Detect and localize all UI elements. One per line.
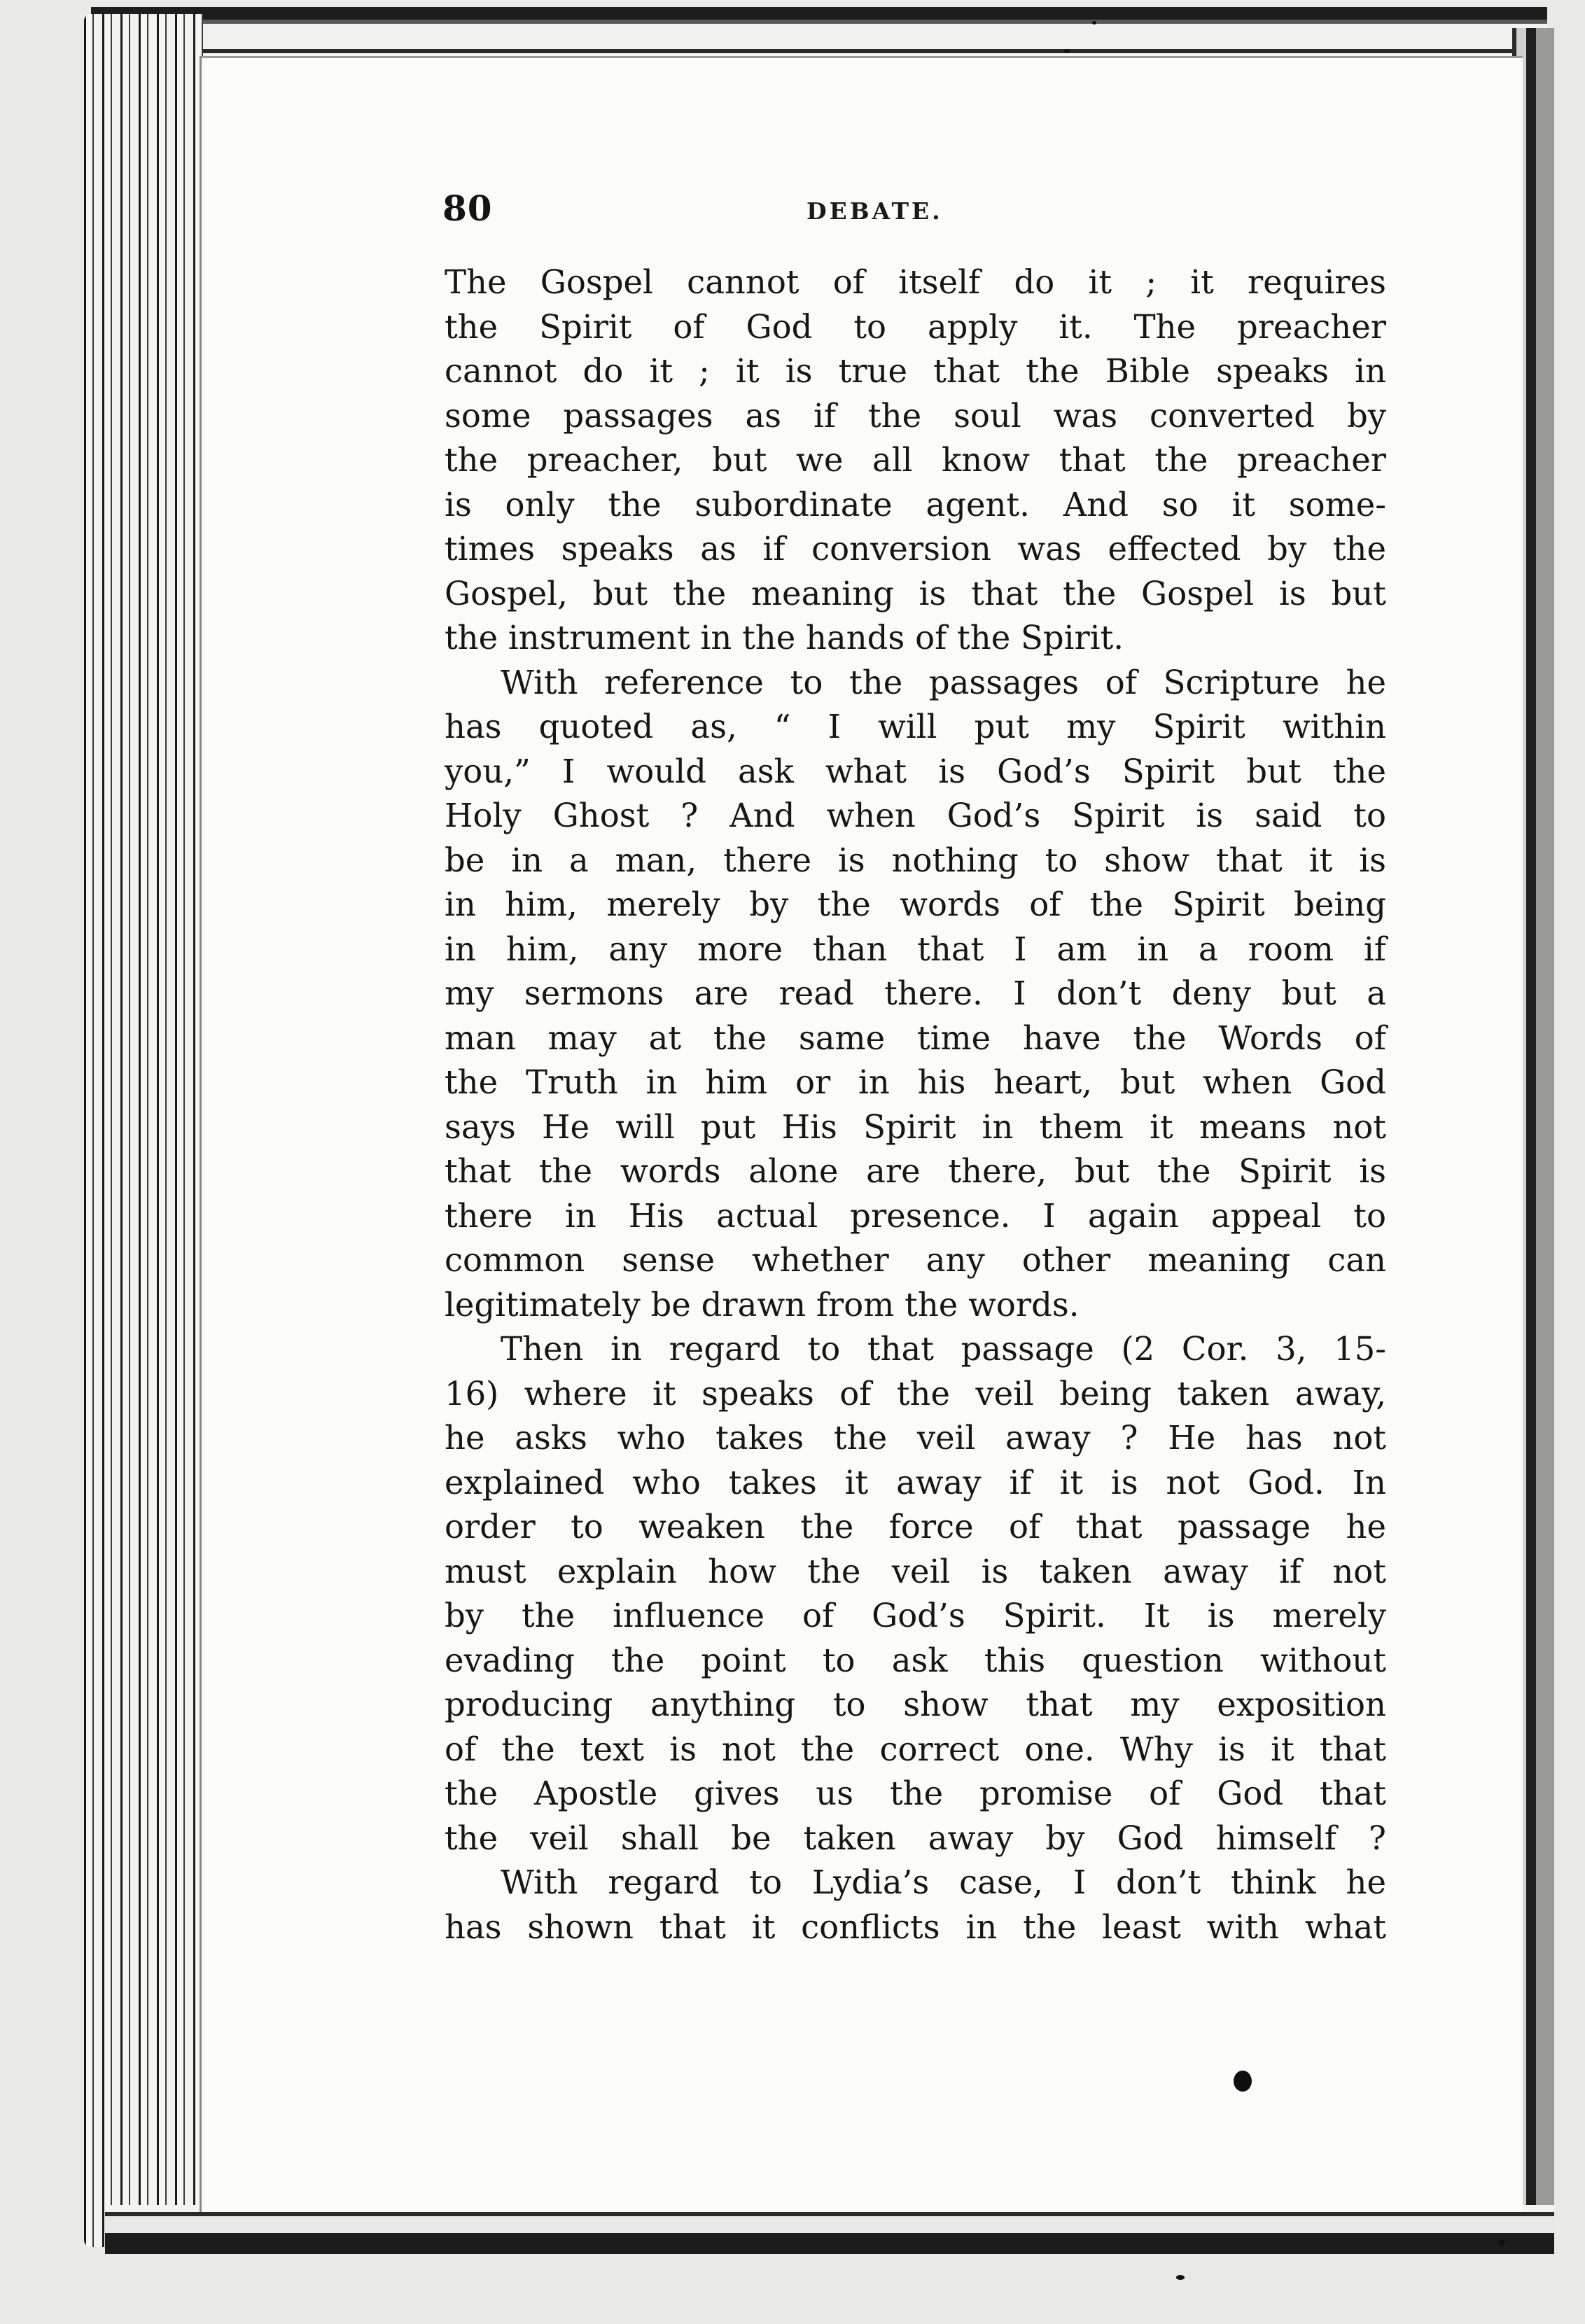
book-edge-left xyxy=(84,14,203,2247)
text-line: there in His actual presence. I again appeal to xyxy=(445,1196,1386,1235)
ink-dot xyxy=(1234,2071,1252,2092)
text-line: Then in regard to that passage (2 Cor. 3, 15- xyxy=(501,1330,1386,1368)
text-line: With regard to Lydia’s case, I don’t think he xyxy=(501,1863,1386,1901)
text-line: producing anything to show that my exposition xyxy=(445,1686,1386,1723)
text-line: the Truth in him or in his heart, but when God xyxy=(445,1063,1386,1101)
running-head: DEBATE. xyxy=(807,197,943,225)
text-line: that the words alone are there, but the Spirit is xyxy=(445,1152,1386,1190)
text-line: the Apostle gives us the promise of God that xyxy=(445,1774,1386,1812)
text-line: must explain how the veil is taken away if not xyxy=(445,1552,1386,1590)
text-line: in him, merely by the words of the Spirit being xyxy=(445,886,1386,923)
text-line: cannot do it ; it is true that the Bible speaks in xyxy=(445,352,1386,390)
text-line: of the text is not the correct one. Why is it that xyxy=(445,1730,1386,1768)
text-line: has shown that it conflicts in the least with what xyxy=(445,1907,1386,1946)
ink-speck xyxy=(1498,2240,1505,2246)
text-line: you,” I would ask what is God’s Spirit but the xyxy=(445,752,1386,790)
text-line: the preacher, but we all know that the preacher xyxy=(445,441,1386,479)
ink-speck xyxy=(1092,21,1096,24)
text-line: man may at the same time have the Words of xyxy=(445,1018,1386,1057)
text-line: order to weaken the force of that passage he xyxy=(445,1508,1386,1546)
text-line: The Gospel cannot of itself do it ; it requires xyxy=(445,263,1386,301)
ink-speck xyxy=(1176,2275,1185,2280)
text-line: some passages as if the soul was converted by xyxy=(445,396,1386,435)
text-line: times speaks as if conversion was effected by the xyxy=(445,530,1386,568)
book-edge-bottom xyxy=(105,2205,1554,2254)
body-text xyxy=(445,260,1386,1949)
text-line: 16) where it speaks of the veil being taken away, xyxy=(445,1374,1386,1413)
text-line: explained who takes it away if it is not God. In xyxy=(445,1463,1386,1502)
page-header xyxy=(442,188,1423,244)
text-line: Gospel, but the meaning is that the Gospel is but xyxy=(445,574,1386,612)
text-line: is only the subordinate agent. And so it some- xyxy=(445,485,1386,524)
text-line: With reference to the passages of Scripture he xyxy=(501,663,1386,701)
ink-speck xyxy=(1064,49,1070,53)
text-line: common sense whether any other meaning can xyxy=(445,1241,1386,1279)
text-line: my sermons are read there. I don’t deny but a xyxy=(445,974,1386,1012)
text-line: has quoted as, “ I will put my Spirit within xyxy=(445,708,1386,746)
text-line: in him, any more than that I am in a room if xyxy=(445,930,1386,968)
text-line: legitimately be drawn from the words. xyxy=(445,1285,1080,1324)
text-line: he asks who takes the veil away ? He has not xyxy=(445,1419,1386,1457)
text-line: the instrument in the hands of the Spirit. xyxy=(445,619,1124,657)
text-line: be in a man, there is nothing to show that it is xyxy=(445,841,1386,879)
page-number: 80 xyxy=(442,188,493,229)
text-line: Holy Ghost ? And when God’s Spirit is said to xyxy=(445,797,1386,834)
text-line: the veil shall be taken away by God himself ? xyxy=(445,1819,1386,1857)
text-line: the Spirit of God to apply it. The preacher xyxy=(445,307,1386,346)
text-line: says He will put His Spirit in them it means not xyxy=(445,1107,1386,1146)
text-line: by the influence of God’s Spirit. It is merely xyxy=(445,1597,1386,1634)
text-line: evading the point to ask this question without xyxy=(445,1641,1386,1679)
